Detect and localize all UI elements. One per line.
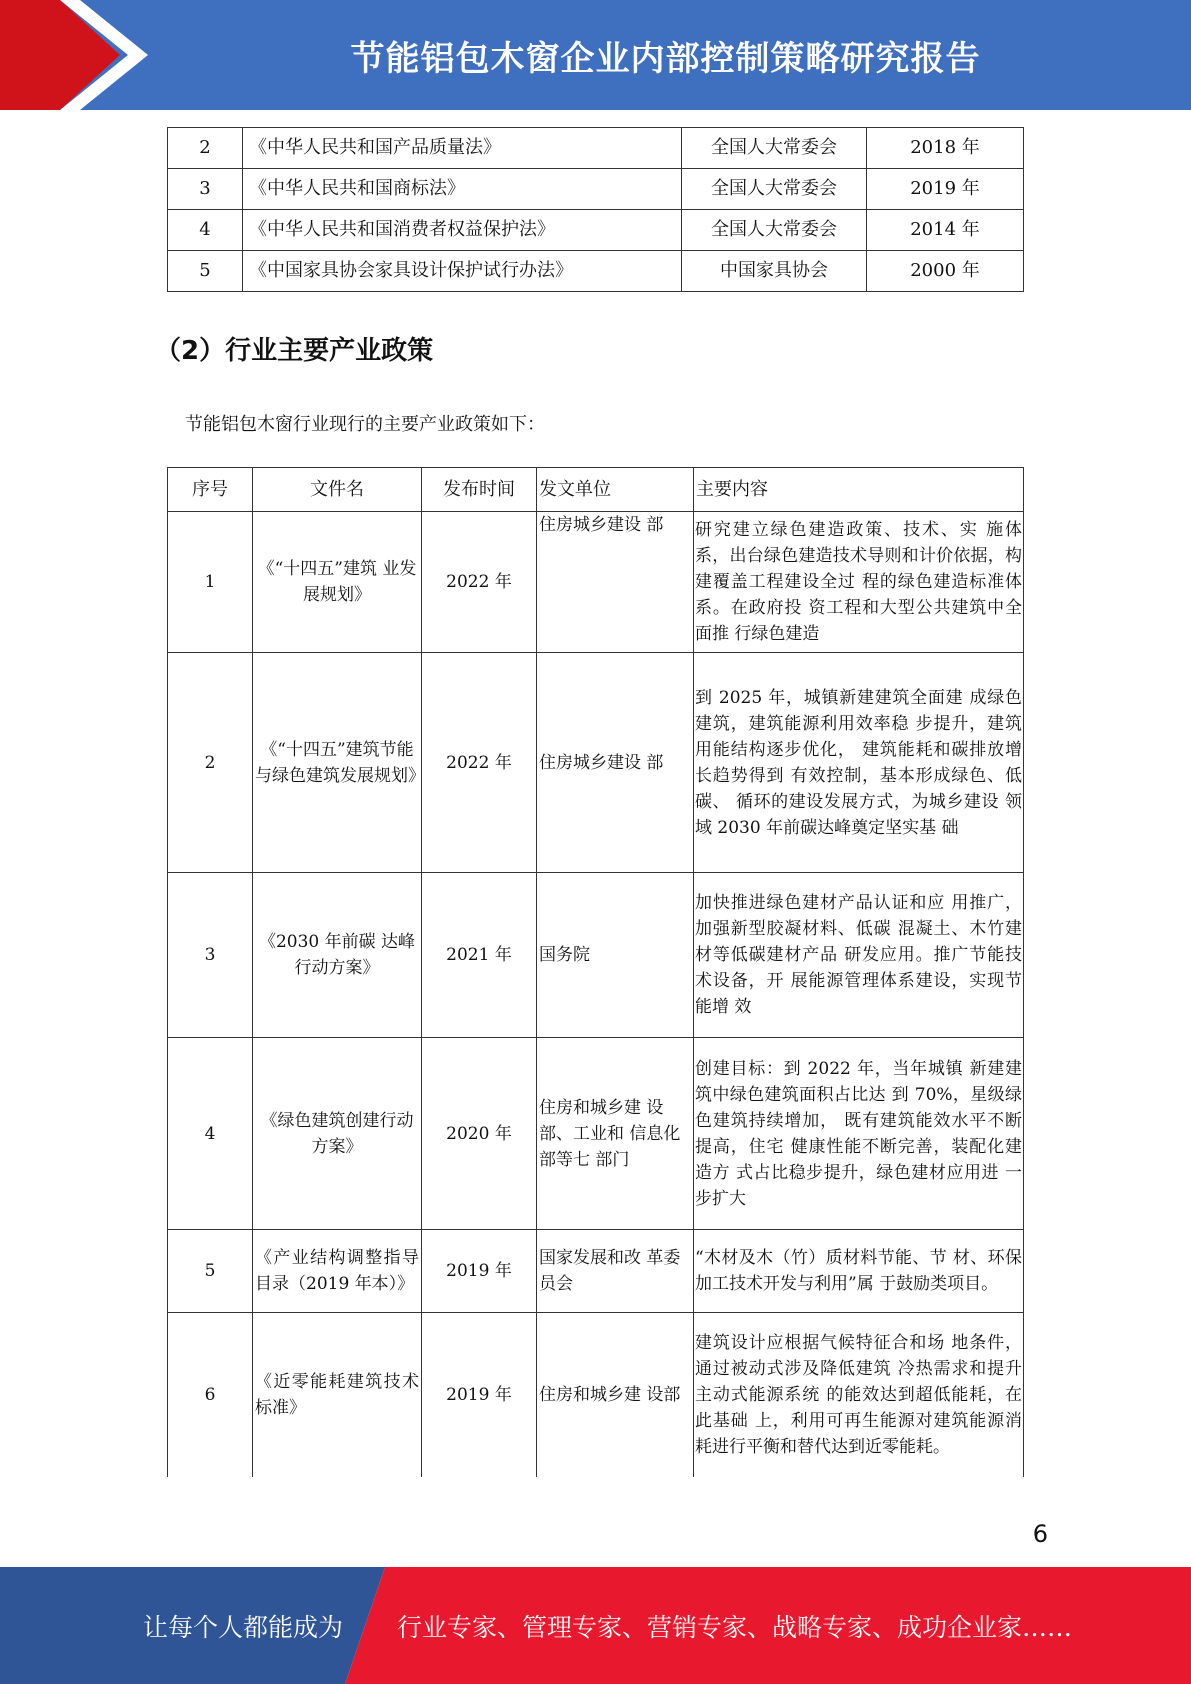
issuing-body: 全国人大常委会 [682,169,867,210]
law-name: 《中华人民共和国产品质量法》 [243,128,682,169]
year: 2000 年 [867,251,1024,292]
law-name: 《中国家具协会家具设计保护试行办法》 [243,251,682,292]
table-header-row [168,468,1024,512]
issuing-body: 中国家具协会 [682,251,867,292]
document-name: 《绿色建筑创建行动方案》 [253,1038,422,1230]
publish-time: 2019 年 [422,1313,537,1477]
document-name: 《“十四五”建筑节能与绿色建筑发展规划》 [253,653,422,873]
table-row [168,1230,1024,1313]
issuing-body: 全国人大常委会 [682,210,867,251]
table-row [168,1313,1024,1477]
main-content: 建筑设计应根据气候特征合和场 地条件，通过被动式涉及降低建筑 冷热需求和提升主动式能源系统 的能效达到超低能耗，在此基础 上，利用可再生能源对建筑能源消 耗进行平衡和替代达到近零能耗。 [694,1313,1024,1477]
intro-paragraph: 节能铝包木窗行业现行的主要产业政策如下： [185,414,545,435]
year: 2018 年 [867,128,1024,169]
main-content: “木材及木（竹）质材料节能、节 材、环保加工技术开发与利用”属 于鼓励类项目。 [694,1230,1024,1313]
issuing-body: 国务院 [537,873,694,1038]
issuing-body: 国家发展和改 革委员会 [537,1230,694,1313]
publish-time: 2019 年 [422,1230,537,1313]
policy-table [167,467,1024,1477]
row-number: 4 [168,210,243,251]
table-row [168,251,1024,292]
report-title: 节能铝包木窗企业内部控制策略研究报告 [350,38,981,79]
table-row [168,169,1024,210]
page-number: 6 [1032,1520,1048,1548]
law-table [167,127,1024,292]
table-row [168,653,1024,873]
publish-time: 2020 年 [422,1038,537,1230]
table-row [168,128,1024,169]
issuing-body: 住房和城乡建 设部 [537,1313,694,1477]
page-footer [0,1567,1191,1684]
header-content: 主要内容 [694,468,1024,512]
main-content: 加快推进绿色建材产品认证和应 用推广，加强新型胶凝材料、低碳 混凝土、木竹建材等低碳建材产品 研发应用。推广节能技术设备，开 展能源管理体系建设，实现节能增 效 [694,873,1024,1038]
footer-slogan-left: 让每个人都能成为 [143,1612,344,1642]
document-name: 《产业结构调整指导目录（2019 年本）》 [253,1230,422,1313]
header-name: 文件名 [253,468,422,512]
issuing-body: 住房城乡建设 部 [537,512,694,653]
row-number: 4 [168,1038,253,1230]
law-name: 《中华人民共和国商标法》 [243,169,682,210]
row-number: 5 [168,1230,253,1313]
page-header [0,0,1191,110]
table-row [168,210,1024,251]
document-name: 《近零能耗建筑技术标准》 [253,1313,422,1477]
main-content: 到 2025 年，城镇新建建筑全面建 成绿色建筑，建筑能源利用效率稳 步提升，建筑用能结构逐步优化， 建筑能耗和碳排放增长趋势得到 有效控制，基本形成绿色、低碳、 循环的建设发展方式，为城乡建设 领域 2030 年前碳达峰奠定坚实基 础 [694,653,1024,873]
law-name: 《中华人民共和国消费者权益保护法》 [243,210,682,251]
issuing-body: 住房和城乡建 设部、工业和 信息化部等七 部门 [537,1038,694,1230]
main-content: 创建目标：到 2022 年，当年城镇 新建建筑中绿色建筑面积占比达 到 70%，星级绿色建筑持续增加， 既有建筑能效水平不断提高，住宅 健康性能不断完善，装配化建造方 式占比稳步提升，绿色建材应用进 一步扩大 [694,1038,1024,1230]
table-row [168,512,1024,653]
issuing-body: 住房城乡建设 部 [537,653,694,873]
row-number: 3 [168,873,253,1038]
publish-time: 2022 年 [422,512,537,653]
document-name: 《“十四五”建筑 业发展规划》 [253,512,422,653]
section-heading: （2）行业主要产业政策 [155,336,434,366]
table-row [168,1038,1024,1230]
header-org: 发文单位 [537,468,694,512]
year: 2014 年 [867,210,1024,251]
document-name: 《2030 年前碳 达峰行动方案》 [253,873,422,1038]
row-number: 2 [168,653,253,873]
row-number: 1 [168,512,253,653]
table-row [168,873,1024,1038]
year: 2019 年 [867,169,1024,210]
row-number: 2 [168,128,243,169]
publish-time: 2022 年 [422,653,537,873]
row-number: 3 [168,169,243,210]
publish-time: 2021 年 [422,873,537,1038]
header-no: 序号 [168,468,253,512]
row-number: 6 [168,1313,253,1477]
footer-slogan-right: 行业专家、管理专家、营销专家、战略专家、成功企业家…… [397,1612,1073,1642]
header-arrow-decoration [0,0,150,110]
main-content: 研究建立绿色建造政策、技术、实 施体系，出台绿色建造技术导则和计价依据，构建覆盖工程建设全过 程的绿色建造标准体系。在政府投 资工程和大型公共建筑中全面推 行绿色建造 [694,512,1024,653]
row-number: 5 [168,251,243,292]
issuing-body: 全国人大常委会 [682,128,867,169]
header-time: 发布时间 [422,468,537,512]
